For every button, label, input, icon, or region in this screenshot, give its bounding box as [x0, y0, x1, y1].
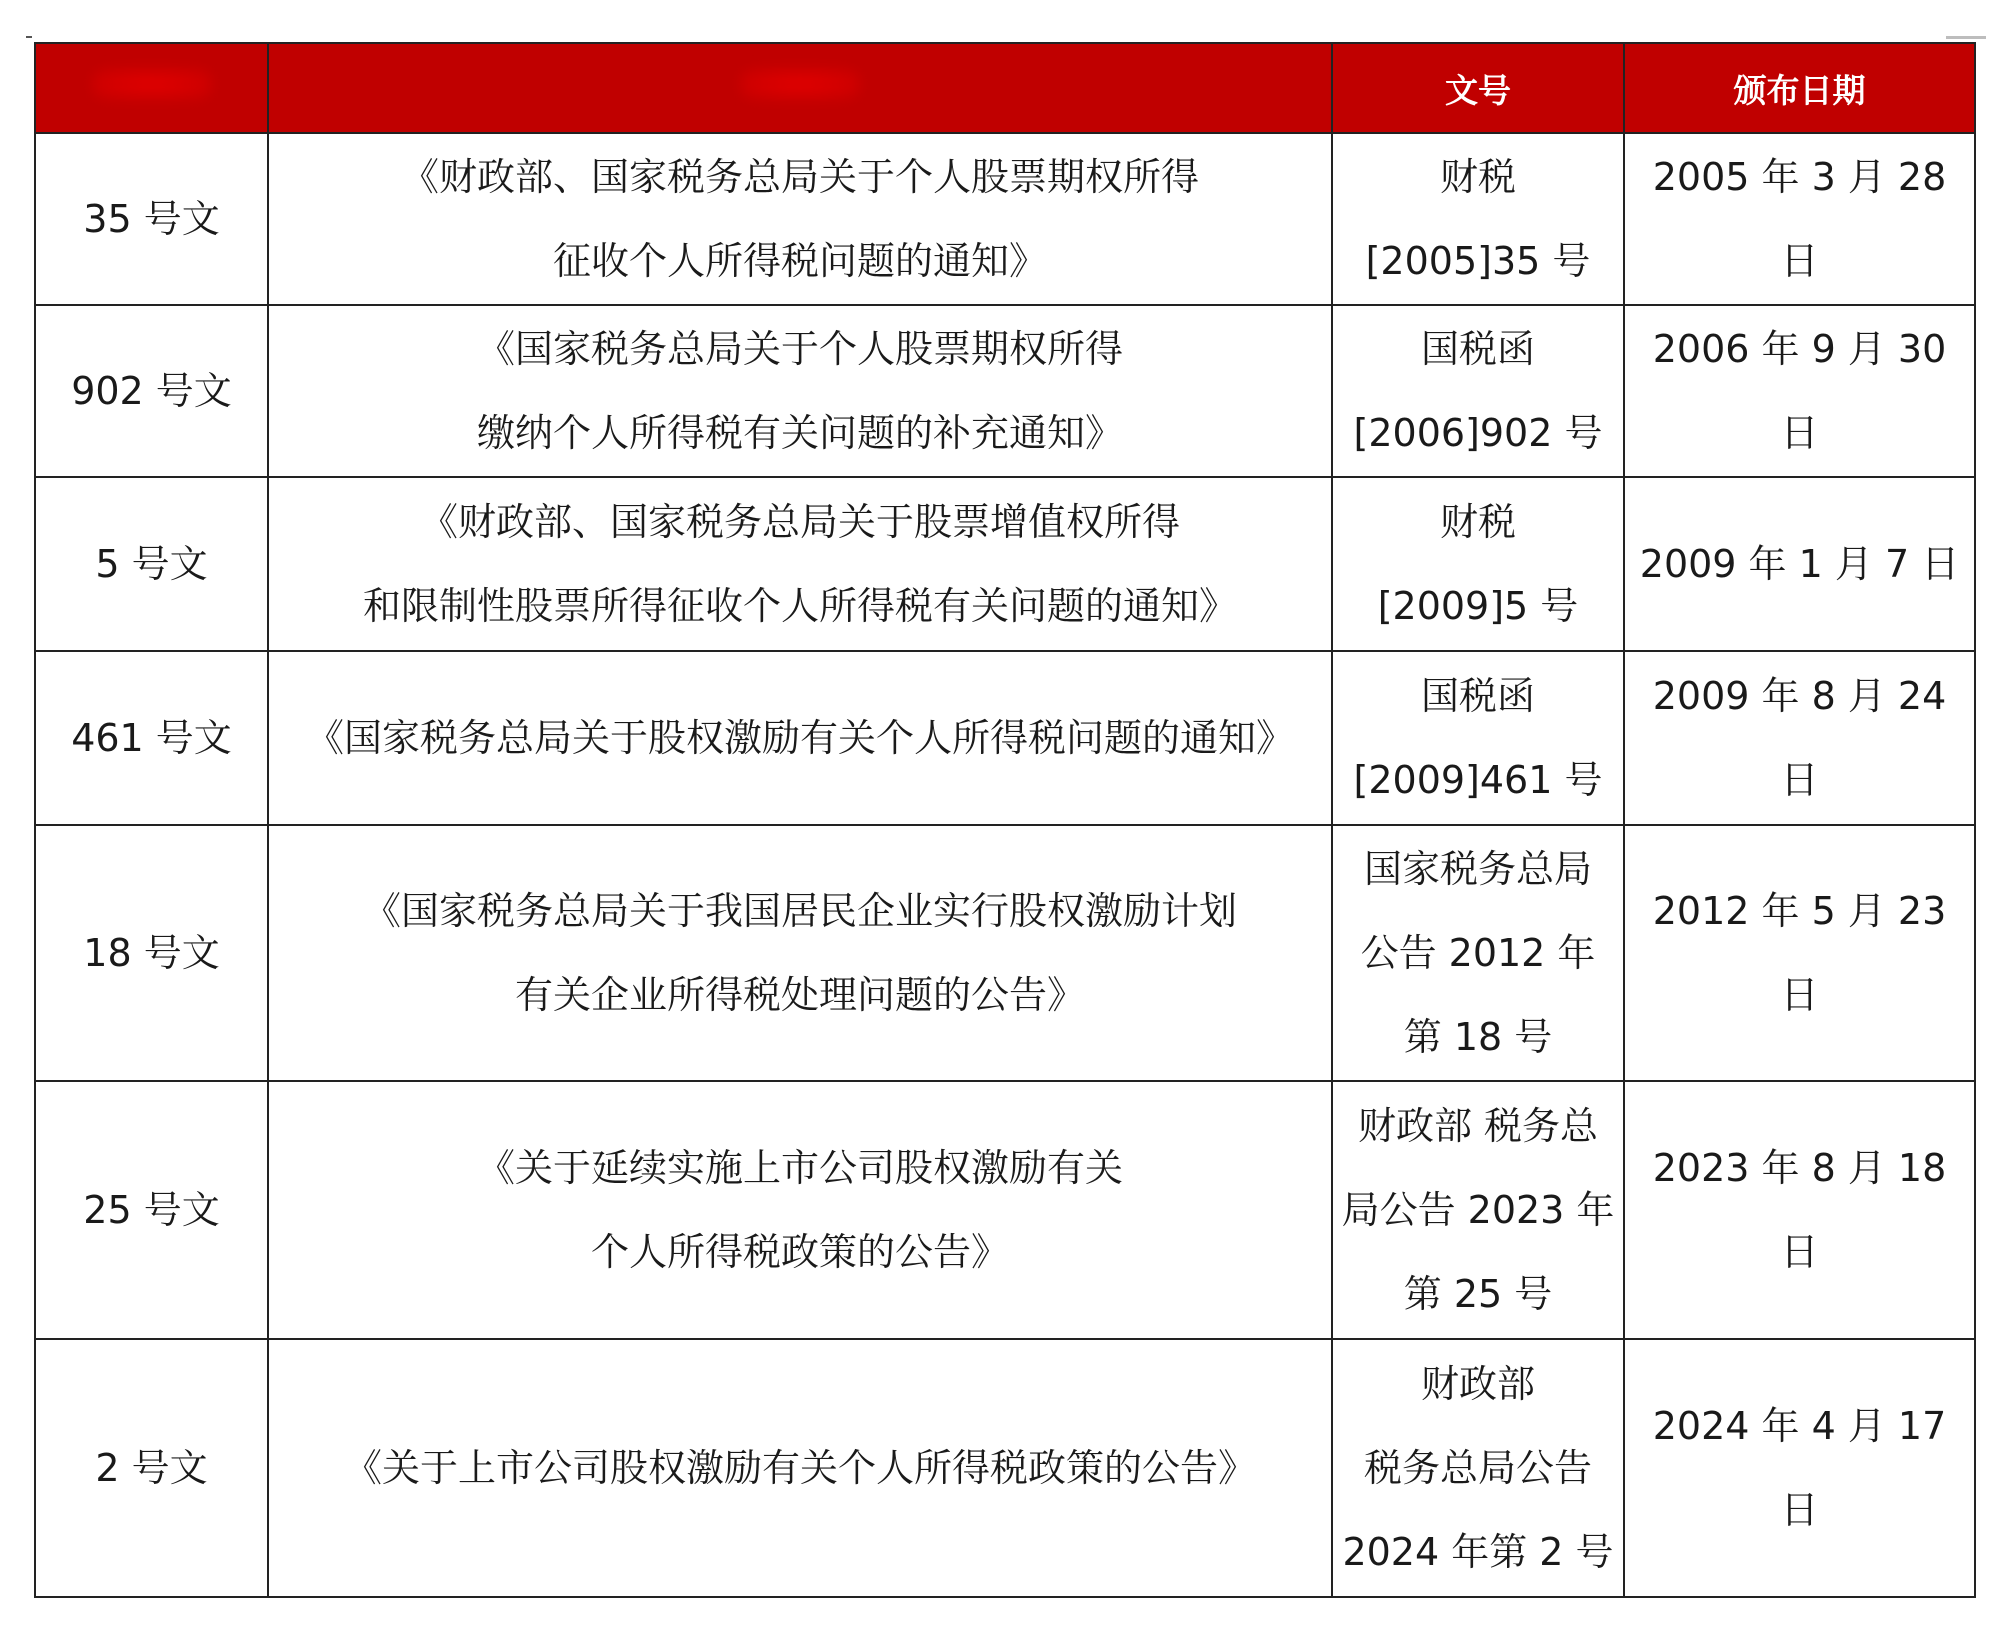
title-line: 《财政部、国家税务总局关于股票增值权所得 — [419, 500, 1180, 544]
issue-date-cell: 2024 年 4 月 17 日 — [1624, 1339, 1975, 1597]
title-line: 缴纳个人所得税有关问题的补充通知》 — [476, 411, 1123, 455]
docno-line: 财政部 税务总 — [1357, 1104, 1599, 1148]
table-row — [35, 1081, 1975, 1339]
docno-line: 财税 — [1439, 155, 1516, 199]
document-title-cell — [268, 133, 1332, 305]
docno-line: 国税函 — [1420, 674, 1535, 718]
docno-line: 税务总局公告 — [1363, 1446, 1592, 1490]
document-title-cell — [268, 825, 1332, 1081]
title-line: 《国家税务总局关于个人股票期权所得 — [476, 327, 1123, 371]
table-row — [35, 1339, 1975, 1597]
header-document-title-redacted — [268, 43, 1332, 133]
docno-line: 国家税务总局 — [1363, 847, 1592, 891]
short-name-cell: 902 号文 — [35, 305, 268, 477]
issue-date-cell: 2023 年 8 月 18 日 — [1624, 1081, 1975, 1339]
docno-line: 第 25 号 — [1403, 1272, 1553, 1316]
docno-line: 财税 — [1439, 500, 1516, 544]
document-title-cell — [268, 305, 1332, 477]
docno-line: 国税函 — [1420, 327, 1535, 371]
docno-line: 公告 2012 年 — [1360, 931, 1596, 975]
header-row — [35, 43, 1975, 133]
docno-line: [2009]461 号 — [1353, 758, 1603, 802]
short-name-cell: 25 号文 — [35, 1081, 268, 1339]
table-row — [35, 477, 1975, 651]
title-line: 个人所得税政策的公告》 — [590, 1230, 1009, 1274]
title-line: 有关企业所得税处理问题的公告》 — [514, 973, 1085, 1017]
document-number-cell — [1332, 133, 1624, 305]
title-line: 《关于延续实施上市公司股权激励有关 — [476, 1146, 1123, 1190]
document-number-cell — [1332, 305, 1624, 477]
policy-documents-table — [34, 42, 1976, 1598]
docno-line: [2005]35 号 — [1365, 239, 1591, 283]
corner-mark — [26, 36, 32, 38]
short-name-cell: 35 号文 — [35, 133, 268, 305]
docno-line: 2024 年第 2 号 — [1342, 1530, 1614, 1574]
document-title-cell — [268, 477, 1332, 651]
docno-line: 局公告 2023 年 — [1341, 1188, 1615, 1232]
header-short-name-redacted — [35, 43, 268, 133]
title-line: 《国家税务总局关于股权激励有关个人所得税问题的通知》 — [305, 716, 1294, 760]
document-title-cell — [268, 1339, 1332, 1597]
title-line: 和限制性股票所得征收个人所得税有关问题的通知》 — [362, 584, 1237, 628]
document-title-cell — [268, 651, 1332, 825]
title-line: 《国家税务总局关于我国居民企业实行股权激励计划 — [362, 889, 1237, 933]
redacted-label — [740, 68, 860, 100]
short-name-cell: 2 号文 — [35, 1339, 268, 1597]
issue-date-cell: 2009 年 8 月 24 日 — [1624, 651, 1975, 825]
header-issue-date: 颁布日期 — [1624, 43, 1975, 133]
issue-date-cell: 2012 年 5 月 23 日 — [1624, 825, 1975, 1081]
table-header — [35, 43, 1975, 133]
table-row — [35, 651, 1975, 825]
document-number-cell — [1332, 1081, 1624, 1339]
scrollbar-edge — [1946, 36, 1986, 39]
short-name-cell: 461 号文 — [35, 651, 268, 825]
issue-date-cell: 2006 年 9 月 30 日 — [1624, 305, 1975, 477]
title-line: 《关于上市公司股权激励有关个人所得税政策的公告》 — [343, 1446, 1256, 1490]
table-row — [35, 133, 1975, 305]
title-line: 征收个人所得税问题的通知》 — [552, 239, 1047, 283]
document-number-cell — [1332, 651, 1624, 825]
table-row — [35, 825, 1975, 1081]
docno-line: [2006]902 号 — [1353, 411, 1603, 455]
short-name-cell: 5 号文 — [35, 477, 268, 651]
redacted-label — [92, 68, 212, 100]
table-row — [35, 305, 1975, 477]
document-number-cell — [1332, 1339, 1624, 1597]
docno-line: 第 18 号 — [1403, 1015, 1553, 1059]
issue-date-cell: 2009 年 1 月 7 日 — [1624, 477, 1975, 651]
header-document-number: 文号 — [1332, 43, 1624, 133]
docno-line: 财政部 — [1420, 1362, 1535, 1406]
docno-line: [2009]5 号 — [1377, 584, 1579, 628]
title-line: 《财政部、国家税务总局关于个人股票期权所得 — [400, 155, 1199, 199]
document-number-cell — [1332, 825, 1624, 1081]
document-number-cell — [1332, 477, 1624, 651]
issue-date-cell: 2005 年 3 月 28 日 — [1624, 133, 1975, 305]
short-name-cell: 18 号文 — [35, 825, 268, 1081]
document-title-cell — [268, 1081, 1332, 1339]
